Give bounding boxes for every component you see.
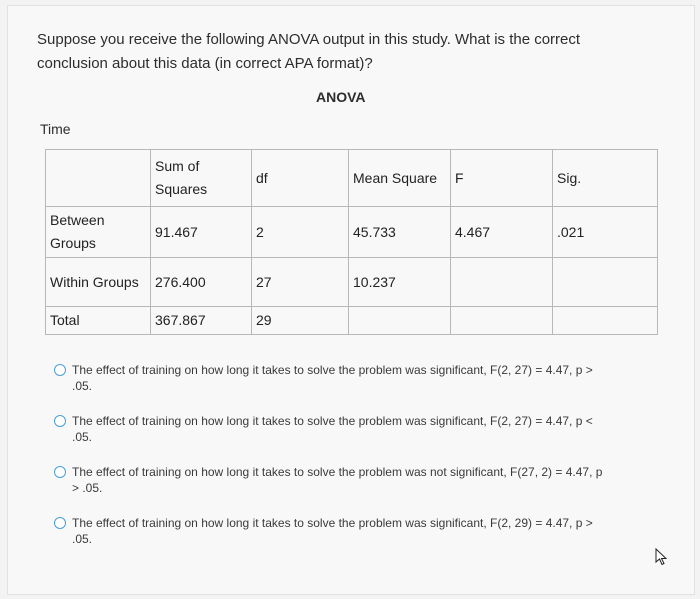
- table-cell: 27: [252, 258, 349, 307]
- table-cell: [451, 307, 553, 335]
- table-row: [46, 307, 658, 335]
- answer-option-4[interactable]: [54, 515, 654, 547]
- table-cell: .021: [553, 207, 658, 258]
- anova-title: ANOVA: [316, 89, 366, 105]
- row-label: Total: [46, 307, 151, 335]
- radio-button[interactable]: [54, 517, 66, 529]
- table-cell: 29: [252, 307, 349, 335]
- table-cell: 45.733: [349, 207, 451, 258]
- header-cell-df: df: [252, 150, 349, 207]
- header-cell-sum-of-squares: Sum of Squares: [151, 150, 252, 207]
- table-cell: 367.867: [151, 307, 252, 335]
- radio-button[interactable]: [54, 415, 66, 427]
- question-line-2: conclusion about this data (in correct APA format)?: [37, 55, 373, 72]
- answer-option-1[interactable]: [54, 362, 654, 394]
- option-text-line-1: The effect of training on how long it takes to solve the problem was not significant, F(27, 2) = 4.47, p: [72, 465, 603, 479]
- dependent-variable-label: Time: [40, 121, 71, 137]
- option-text-line-2: .05.: [72, 379, 93, 393]
- answer-option-3[interactable]: [54, 464, 654, 496]
- option-text-line-1: The effect of training on how long it takes to solve the problem was significant, F(2, 29) = 4.47, p >: [72, 516, 593, 530]
- anova-table: [45, 149, 658, 335]
- question-line-1: Suppose you receive the following ANOVA output in this study. What is the correct: [37, 31, 581, 48]
- table-row: [46, 258, 658, 307]
- header-cell-sig: Sig.: [553, 150, 658, 207]
- option-text-line-2: .05.: [72, 430, 93, 444]
- option-text-line-1: The effect of training on how long it takes to solve the problem was significant, F(2, 27) = 4.47, p >: [72, 363, 593, 377]
- question-text: [37, 28, 637, 76]
- table-cell: 2: [252, 207, 349, 258]
- table-cell: [553, 307, 658, 335]
- table-cell: 91.467: [151, 207, 252, 258]
- mouse-cursor-icon: [655, 548, 669, 566]
- table-cell: 276.400: [151, 258, 252, 307]
- table-cell: [451, 258, 553, 307]
- row-label: Within Groups: [46, 258, 151, 307]
- radio-button[interactable]: [54, 466, 66, 478]
- option-text-line-2: > .05.: [72, 481, 103, 495]
- answer-option-2[interactable]: [54, 413, 654, 445]
- table-cell: 4.467: [451, 207, 553, 258]
- answer-options: [54, 362, 654, 566]
- table-cell: [553, 258, 658, 307]
- row-label: Between Groups: [46, 207, 151, 258]
- option-text-line-1: The effect of training on how long it takes to solve the problem was significant, F(2, 27) = 4.47, p <: [72, 414, 593, 428]
- header-cell-empty: [46, 150, 151, 207]
- table-cell: [349, 307, 451, 335]
- table-header-row: [46, 150, 658, 207]
- radio-button[interactable]: [54, 364, 66, 376]
- table-cell: 10.237: [349, 258, 451, 307]
- table-row: [46, 207, 658, 258]
- option-text-line-2: .05.: [72, 532, 93, 546]
- header-cell-f: F: [451, 150, 553, 207]
- header-cell-mean-square: Mean Square: [349, 150, 451, 207]
